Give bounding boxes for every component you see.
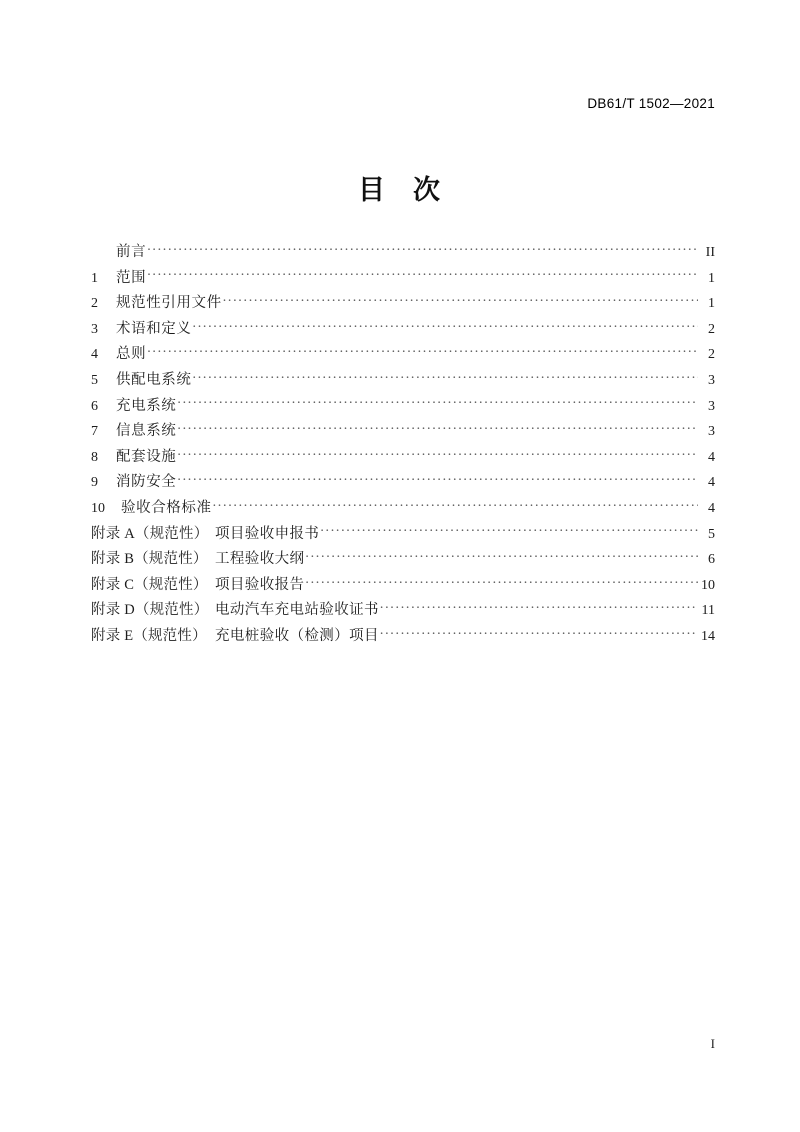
toc-annex-label: 电动汽车充电站验收证书 — [215, 602, 379, 619]
toc-annex-key: 附录 C（规范性） — [91, 576, 208, 593]
toc-annex-key: 附录 E（规范性） — [91, 627, 207, 644]
toc-entry-label: 供配电系统 — [116, 371, 192, 388]
toc-entry-label: 消防安全 — [116, 474, 177, 491]
toc-entry-label: 术语和定义 — [116, 320, 192, 337]
toc-entry-2[interactable] — [91, 291, 715, 317]
toc-entry-page: 2 — [708, 347, 715, 363]
toc-entry-label: 前言 — [116, 244, 147, 260]
page-title-char-1: 目 — [358, 175, 387, 205]
toc-annex-label: 充电桩验收（检测）项目 — [215, 627, 379, 644]
toc-entry-label: 验收合格标准 — [121, 499, 212, 516]
dot-leader — [380, 625, 698, 640]
toc-annex-page: 5 — [708, 526, 715, 542]
toc-entry-7[interactable] — [91, 419, 715, 445]
toc-entry-10[interactable] — [91, 496, 715, 522]
toc-entry-label: 规范性引用文件 — [116, 295, 222, 312]
dot-leader — [380, 600, 698, 615]
toc-entry-number: 3 — [91, 321, 98, 337]
toc-annex-b[interactable] — [91, 547, 715, 573]
toc-entry-4[interactable] — [91, 342, 715, 368]
toc-entry-number: 9 — [91, 475, 98, 491]
dot-leader — [320, 523, 698, 538]
page-title — [0, 168, 800, 207]
table-of-contents — [91, 240, 715, 650]
toc-entry-number: 1 — [91, 270, 98, 286]
dot-leader — [147, 242, 698, 257]
page-title-char-2: 次 — [413, 175, 442, 205]
dot-leader — [147, 267, 698, 282]
toc-annex-page: 11 — [701, 603, 715, 619]
toc-annex-c[interactable] — [91, 573, 715, 599]
toc-entry-page: 4 — [708, 475, 715, 491]
toc-entry-5[interactable] — [91, 368, 715, 394]
toc-entry-number: 2 — [91, 296, 98, 312]
toc-entry-page: II — [705, 245, 715, 260]
toc-entry-page: 4 — [708, 449, 715, 465]
toc-entry-number: 5 — [91, 372, 98, 388]
toc-entry-page: 3 — [708, 398, 715, 414]
toc-entry-label: 信息系统 — [116, 423, 177, 440]
toc-entry-page: 3 — [708, 372, 715, 388]
toc-annex-page: 10 — [701, 577, 715, 593]
toc-entry-6[interactable] — [91, 394, 715, 420]
dot-leader — [213, 497, 698, 512]
toc-annex-page: 14 — [701, 628, 715, 644]
toc-entry-3[interactable] — [91, 317, 715, 343]
toc-entry-page: 3 — [708, 424, 715, 440]
toc-entry-label: 总则 — [116, 346, 147, 363]
dot-leader — [305, 549, 698, 564]
toc-annex-page: 6 — [708, 552, 715, 568]
toc-entry-label: 范围 — [116, 269, 147, 286]
dot-leader — [177, 446, 698, 461]
toc-entry-number: 4 — [91, 347, 98, 363]
toc-annex-key: 附录 D（规范性） — [91, 602, 209, 619]
toc-entry-number: 7 — [91, 424, 98, 440]
dot-leader — [193, 318, 699, 333]
dot-leader — [177, 395, 698, 410]
toc-entry-number: 8 — [91, 449, 98, 465]
toc-annex-label: 项目验收申报书 — [215, 525, 320, 542]
toc-entry-number: 10 — [91, 500, 105, 516]
toc-annex-d[interactable] — [91, 598, 715, 624]
standard-number-header: DB61/T 1502—2021 — [587, 96, 715, 111]
toc-entry-page: 4 — [708, 500, 715, 516]
toc-entry-page: 1 — [708, 296, 715, 312]
toc-entry-1[interactable] — [91, 266, 715, 292]
toc-entry-preface[interactable] — [91, 240, 715, 266]
footer-page-number: I — [710, 1036, 715, 1051]
toc-annex-label: 工程验收大纲 — [215, 551, 305, 568]
toc-annex-e[interactable] — [91, 624, 715, 650]
toc-entry-page: 2 — [708, 321, 715, 337]
dot-leader — [193, 369, 699, 384]
dot-leader — [223, 293, 698, 308]
dot-leader — [305, 574, 698, 589]
toc-entry-label: 充电系统 — [116, 397, 177, 414]
dot-leader — [177, 472, 698, 487]
toc-annex-key: 附录 A（规范性） — [91, 525, 209, 542]
dot-leader — [147, 344, 698, 359]
toc-annex-a[interactable] — [91, 522, 715, 548]
toc-annex-label: 项目验收报告 — [215, 576, 305, 593]
toc-entry-9[interactable] — [91, 470, 715, 496]
toc-annex-key: 附录 B（规范性） — [91, 551, 208, 568]
dot-leader — [177, 421, 698, 436]
toc-entry-8[interactable] — [91, 445, 715, 471]
toc-entry-number: 6 — [91, 398, 98, 414]
toc-entry-page: 1 — [708, 270, 715, 286]
toc-entry-label: 配套设施 — [116, 448, 177, 465]
